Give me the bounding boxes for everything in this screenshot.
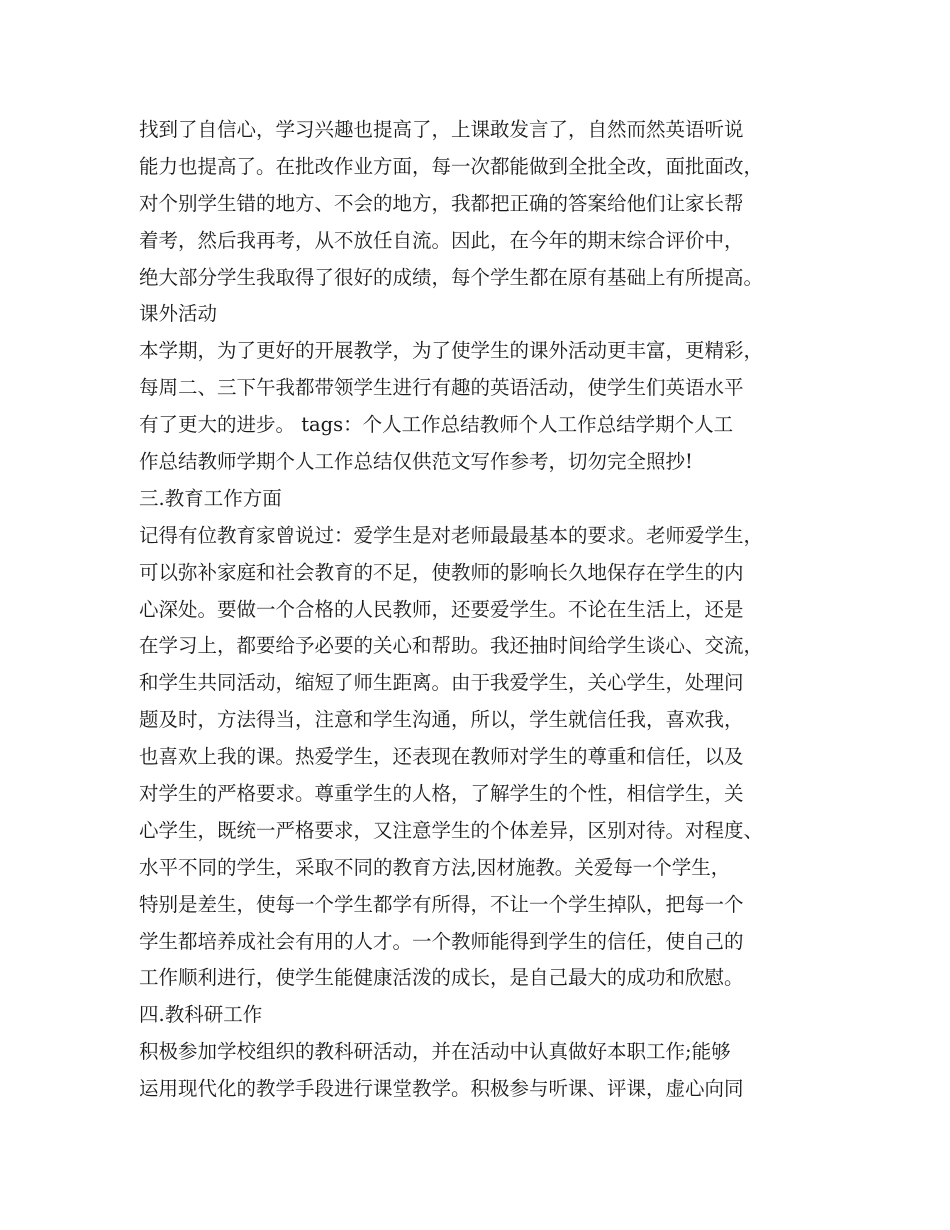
text-line: 和学生共同活动，缩短了师生距离。由于我爱学生，关心学生，处理问 [139,671,744,695]
text-line: 本学期，为了更好的开展教学，为了使学生的课外活动更丰富，更精彩， [139,339,764,363]
section-heading: 四.教科研工作 [139,1003,263,1027]
text-line: 积极参加学校组织的教科研活动，并在活动中认真做好本职工作;能够 [139,1040,731,1064]
text-line: 也喜欢上我的课。热爱学生，还表现在教师对学生的尊重和信任，以及 [139,745,744,769]
text-line: 工作顺利进行，使学生能健康活泼的成长，是自己最大的成功和欣慰。 [139,966,744,990]
text-line: 在学习上，都要给予必要的关心和帮助。我还抽时间给学生谈心、交流， [139,634,764,658]
text-line: 对学生的严格要求。尊重学生的人格，了解学生的个性，相信学生，关 [139,782,744,806]
text-line: 心学生，既统一严格要求，又注意学生的个体差异，区别对待。对程度、 [139,818,764,842]
text-line: 绝大部分学生我取得了很好的成绩，每个学生都在原有基础上有所提高。 [139,265,764,289]
text-line: 对个别学生错的地方、不会的地方，我都把正确的答案给他们让家长帮 [139,191,744,215]
text-line: 记得有位教育家曾说过：爱学生是对老师最最基本的要求。老师爱学生， [139,523,764,547]
text-line: 作总结教师学期个人工作总结仅供范文写作参考，切勿完全照抄! [139,450,693,474]
text-line: 水平不同的学生，采取不同的教育方法,因材施教。关爱每一个学生， [139,855,731,879]
text-line: 找到了自信心，学习兴趣也提高了，上课敢发言了，自然而然英语听说 [139,118,744,141]
text-line: 特别是差生，使每一个学生都学有所得，不让一个学生掉队，把每一个 [139,892,744,916]
text-line: 题及时，方法得当，注意和学生沟通，所以，学生就信任我，喜欢我， [139,708,744,732]
text-line: 学生都培养成社会有用的人才。一个教师能得到学生的信任，使自己的 [139,929,744,953]
text-line: 可以弥补家庭和社会教育的不足，使教师的影响长久地保存在学生的内 [139,560,744,584]
section-heading: 课外活动 [139,302,218,326]
text-line: 心深处。要做一个合格的人民教师，还要爱学生。不论在生活上，还是 [139,597,744,621]
text-line: 每周二、三下午我都带领学生进行有趣的英语活动，使学生们英语水平 [139,376,744,400]
text-line: 有了更大的进步。 tags：个人工作总结教师个人工作总结学期个人工 [139,413,734,437]
document-body [139,112,829,1108]
section-heading: 三.教育工作方面 [139,486,282,510]
text-line: 着考，然后我再考，从不放任自流。因此，在今年的期末综合评价中， [139,228,744,252]
text-line: 运用现代化的教学手段进行课堂教学。积极参与听课、评课，虚心向同 [139,1077,744,1101]
text-line: 能力也提高了。在批改作业方面，每一次都能做到全批全改，面批面改， [139,154,764,178]
